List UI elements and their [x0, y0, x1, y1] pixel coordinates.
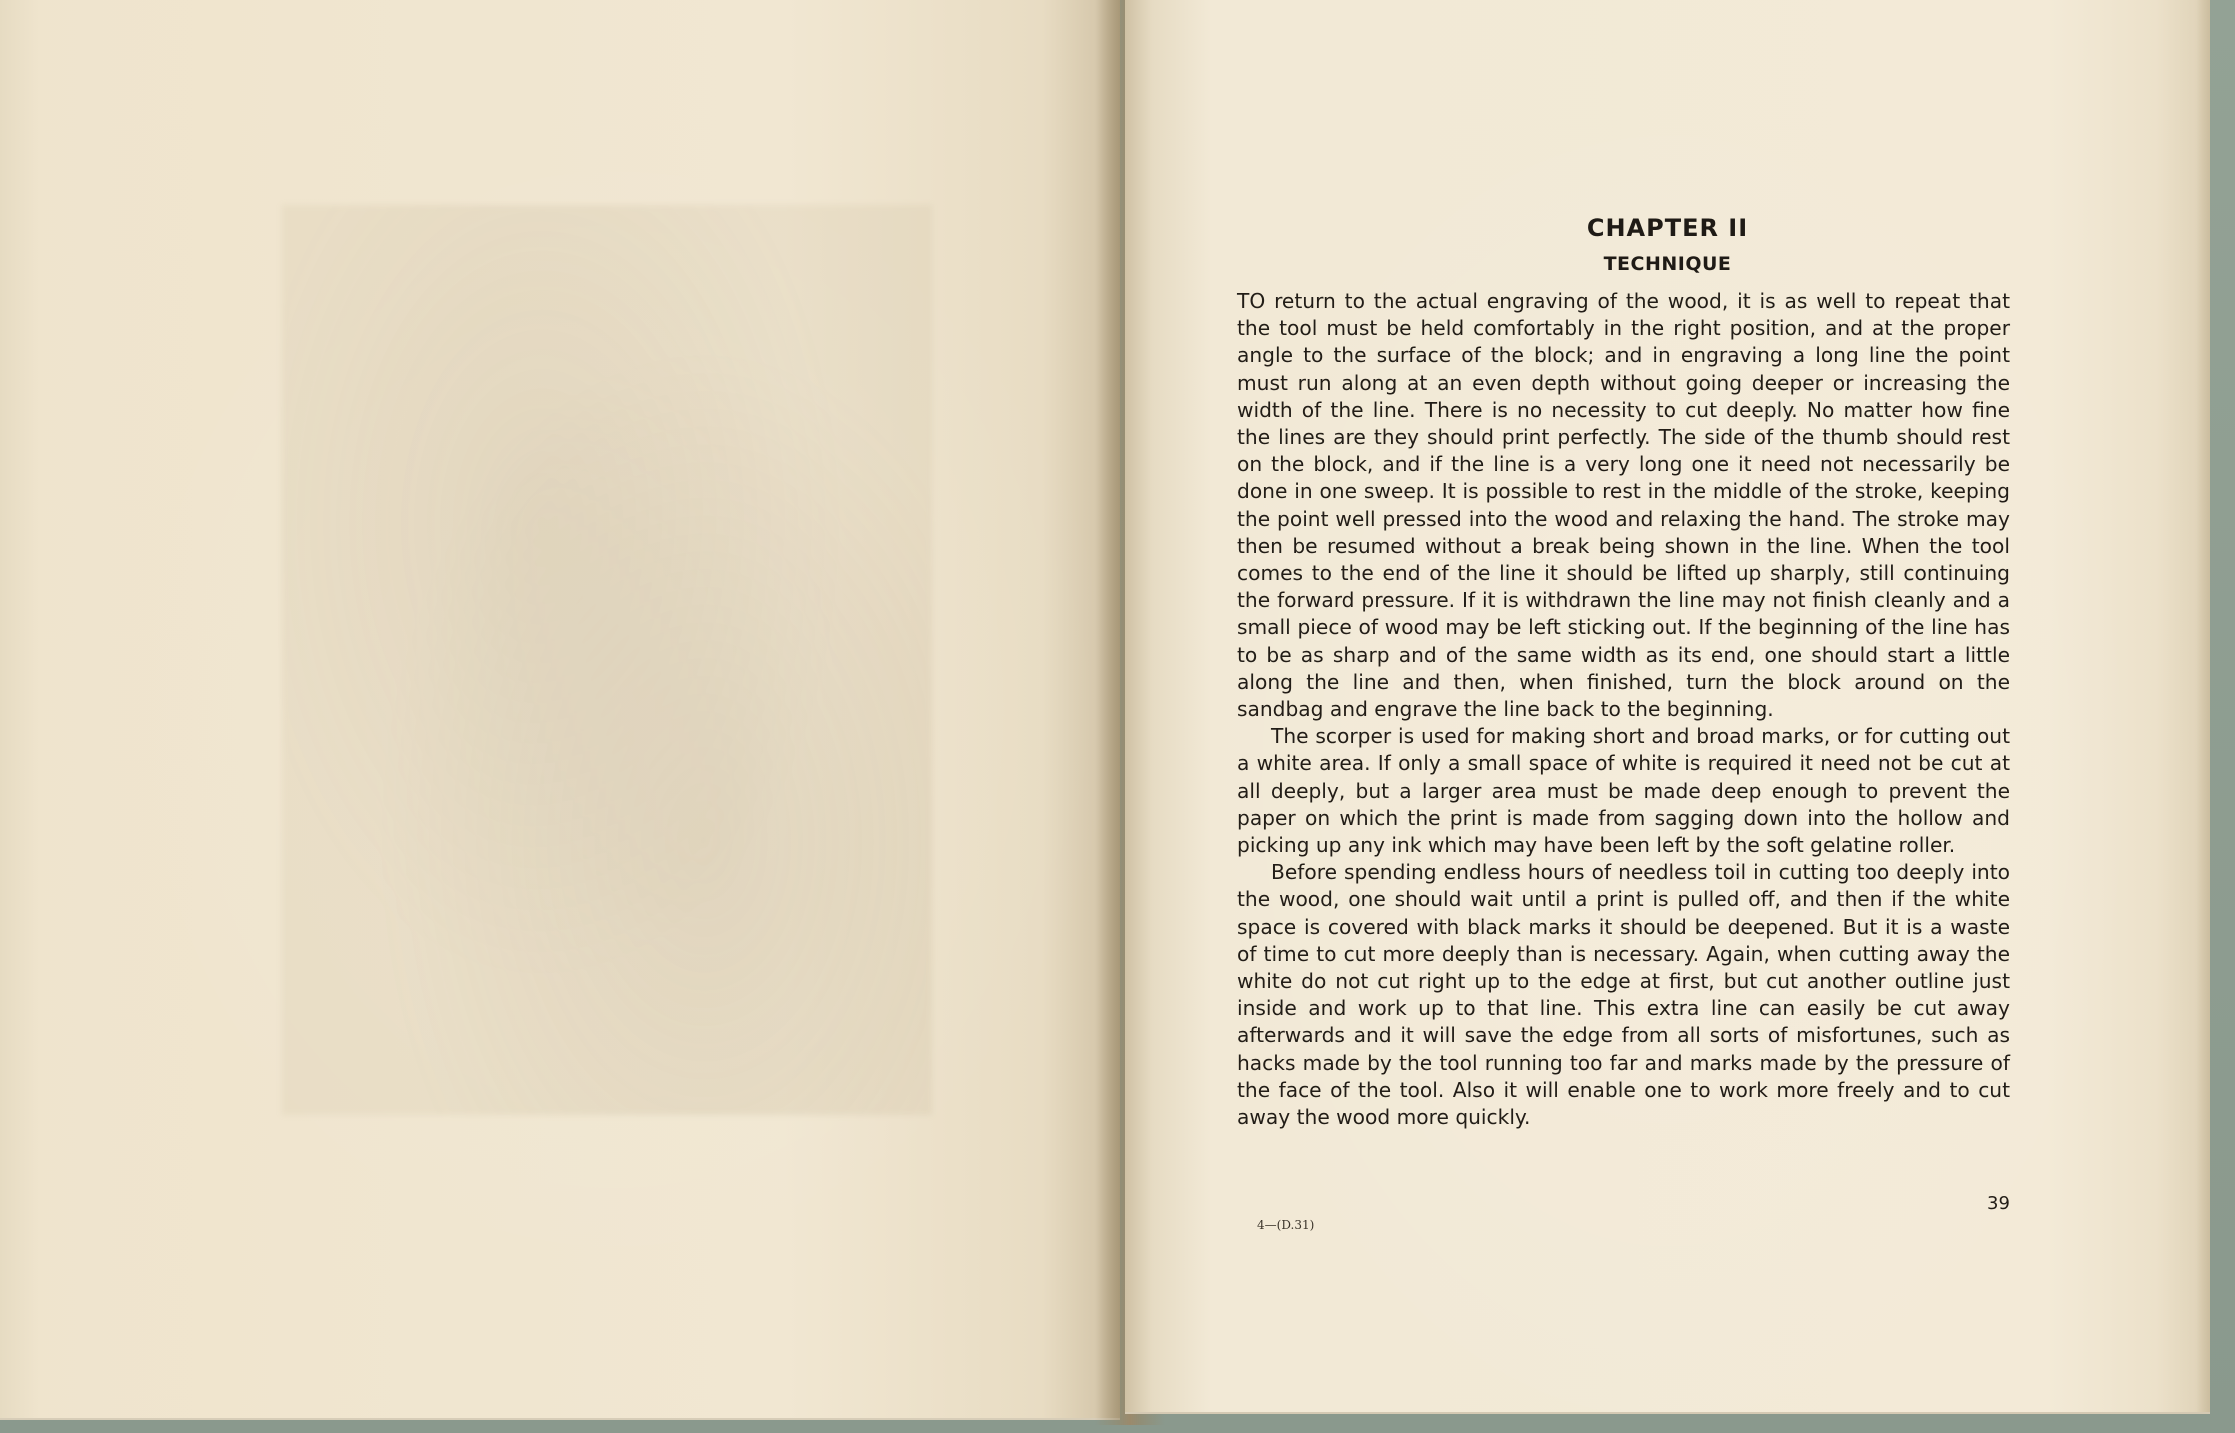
body-text — [1237, 288, 2010, 1131]
right-page-edge — [2196, 0, 2210, 1412]
signature-mark: 4—(D.31) — [1257, 1218, 1315, 1232]
paragraph-2: The scorper is used for making short and broad marks, or for cutting out a white area. If only a small space of white is required it need not be cut at all deeply, but a larger area must be made deep enough to prevent the paper on which the print is made from sagging down into the hollow and picking up any ink which may have been left by the soft gelatine roller. — [1237, 724, 2010, 858]
left-page-edge — [0, 0, 40, 1418]
right-page — [1125, 0, 2210, 1414]
paragraph-1: TO return to the actual engraving of the wood, it is as well to repeat that the tool must be held comfortably in the right position, and at the proper angle to the surface of the block; and in engraving a long line the point must run along at an even depth without going deeper or increasing the width of the line. There is no necessity to cut deeply. No matter how fine the lines are they should print perfectly. The side of the thumb should rest on the block, and if the line is a very long one it need not necessarily be done in one sweep. It is possible to rest in the middle of the stroke, keeping the point well pressed into the wood and relaxing the hand. The stroke may then be resumed without a break being shown in the line. When the tool comes to the end of the line it should be lifted up sharply, still continuing the forward pressure. If it is withdrawn the line may not finish cleanly and a small piece of wood may be left sticking out. If the beginning of the line has to be as sharp and of the same width as its end, one should start a little along the line and then, when finished, turn the block around on the sandbag and engrave the line back to the beginning. — [1237, 289, 2010, 722]
section-title: TECHNIQUE — [1603, 253, 1732, 275]
chapter-heading: CHAPTER II — [1586, 214, 1749, 242]
show-through-illustration — [282, 205, 932, 1115]
page-number: 39 — [1987, 1193, 2010, 1214]
paragraph-3: Before spending endless hours of needless toil in cutting too deeply into the wood, one should wait until a print is pulled off, and then if the white space is covered with black marks it should be deepened. But it is a waste of time to cut more deeply than is necessary. Again, when cutting away the white do not cut right up to the edge at first, but cut another outline just inside and work up to that line. This extra line can easily be cut away afterwards and it will save the edge from all sorts of misfortunes, such as hacks made by the tool running too far and marks made by the pressure of the face of the tool. Also it will enable one to work more freely and to cut away the wood more quickly. — [1237, 860, 2010, 1130]
left-page — [0, 0, 1120, 1420]
